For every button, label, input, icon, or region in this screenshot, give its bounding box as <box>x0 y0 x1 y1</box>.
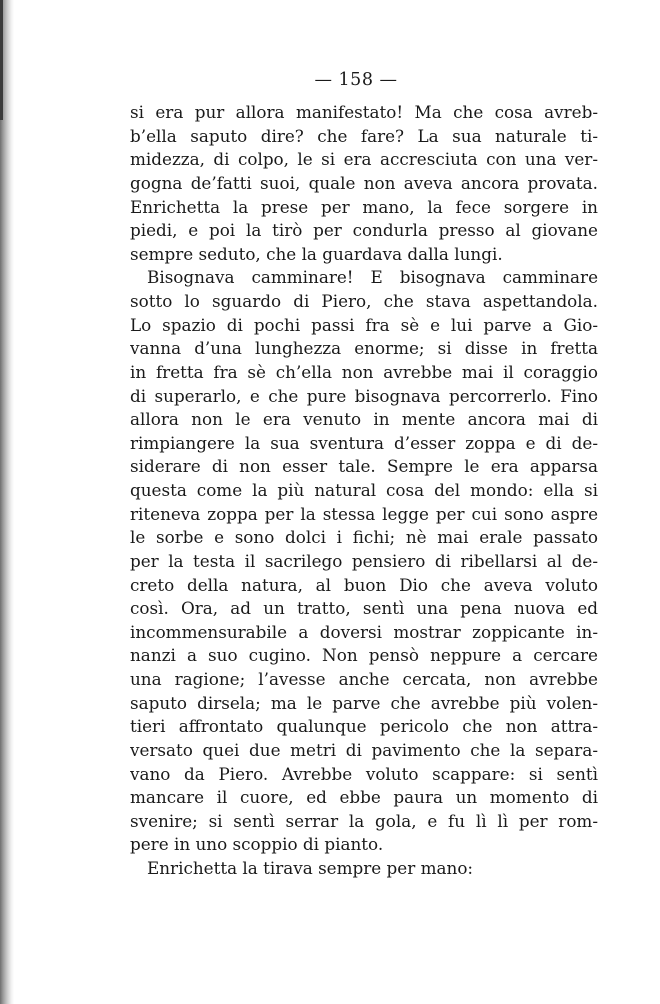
text-line: questa come la più natural cosa del mondo: ella si <box>130 480 598 500</box>
body-text <box>130 101 598 881</box>
text-line: sotto lo sguardo di Piero, che stava aspettandola. <box>130 291 598 311</box>
page-binding-edge <box>0 0 14 1004</box>
text-line: pere in uno scoppio di pianto. <box>130 834 384 855</box>
text-line: di superarlo, e che pure bisognava percorrerlo. Fino <box>130 385 598 406</box>
text-line: Bisognava camminare! E bisognava camminare <box>147 267 598 288</box>
text-line: rimpiangere la sua sventura d’esser zoppa e di de- <box>130 432 598 453</box>
text-line: gogna de’fatti suoi, quale non aveva ancora provata. <box>130 172 598 193</box>
text-line: così. Ora, ad un tratto, sentì una pena nuova ed <box>130 598 598 619</box>
text-line: le sorbe e sono dolci i fichi; nè mai erale passato <box>130 527 598 548</box>
page-binding-shadow <box>0 0 3 120</box>
text-line: versato quei due metri di pavimento che la separa- <box>130 739 598 760</box>
text-line: b’ella saputo dire? che fare? La sua naturale ti- <box>130 125 598 146</box>
text-line: Enrichetta la tirava sempre per mano: <box>147 858 474 878</box>
text-line: in fretta fra sè ch’ella non avrebbe mai il coraggio <box>130 361 598 382</box>
text-line: Enrichetta la prese per mano, la fece sorgere in <box>130 196 598 217</box>
text-line: allora non le era venuto in mente ancora mai di <box>130 409 598 430</box>
text-line: saputo dirsela; ma le parve che avrebbe più volen- <box>130 692 598 713</box>
text-line: nanzi a suo cugino. Non pensò neppure a cercare <box>130 645 598 666</box>
text-line: midezza, di colpo, le si era accresciuta con una ver- <box>130 149 598 170</box>
text-line: Lo spazio di pochi passi fra sè e lui parve a Gio- <box>130 314 598 335</box>
text-line: sempre seduto, che la guardava dalla lungi. <box>130 243 503 264</box>
text-line: riteneva zoppa per la stessa legge per cui sono aspre <box>130 503 598 524</box>
text-line: mancare il cuore, ed ebbe paura un momento di <box>130 787 598 808</box>
text-line: incommensurabile a doversi mostrar zoppicante in- <box>130 621 598 642</box>
text-line: vano da Piero. Avrebbe voluto scappare: si sentì <box>130 763 598 784</box>
page-number: — 158 — <box>314 70 398 90</box>
text-line: siderare di non esser tale. Sempre le era apparsa <box>130 456 598 477</box>
text-line: tieri affrontato qualunque pericolo che non attra- <box>130 716 598 737</box>
text-line: creto della natura, al buon Dio che aveva voluto <box>130 574 598 595</box>
text-line: si era pur allora manifestato! Ma che cosa avreb- <box>130 102 598 122</box>
text-line: per la testa il sacrilego pensiero di ribellarsi al de- <box>130 550 598 571</box>
text-line: svenire; si sentì serrar la gola, e fu lì lì per rom- <box>130 810 598 831</box>
text-line: vanna d’una lunghezza enorme; si disse in fretta <box>130 338 598 359</box>
text-line: piedi, e poi la tirò per condurla presso al giovane <box>130 220 598 241</box>
text-line: una ragione; l’avesse anche cercata, non avrebbe <box>130 669 598 689</box>
